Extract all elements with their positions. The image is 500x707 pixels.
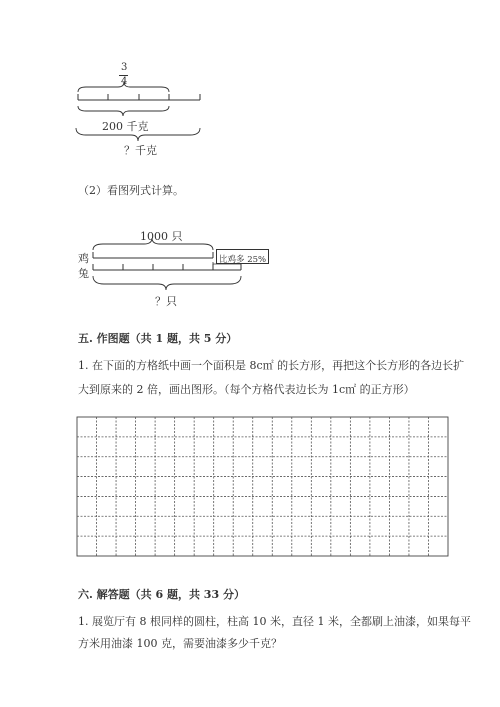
row-label-rabbit: 兔	[78, 267, 89, 280]
section5-q1-line2: 大到原来的 2 倍，画出图形。（每个方格代表边长为 1c㎡ 的正方形）	[78, 383, 415, 396]
section5-q1-line1: 1. 在下面的方格纸中画一个面积是 8c㎡ 的长方形，再把这个长方形的各边长扩	[78, 359, 465, 372]
fraction-numerator: 3	[121, 62, 128, 73]
question-label-kg: ？千克	[124, 144, 157, 157]
section5-title: 五. 作图题（共 1 题，共 5 分）	[78, 332, 238, 345]
side-note-text: 比鸡多 25%	[219, 255, 267, 265]
section6-q1-line1: 1. 展览厅有 8 根同样的圆柱，柱高 10 米，直径 1 米，全都刷上油漆，如果每平	[78, 615, 471, 628]
grid-border	[77, 417, 448, 556]
section6-q1-line2: 方米用油漆 100 克，需要油漆多少千克？	[78, 637, 282, 650]
top-label-1000: 1000 只	[140, 230, 183, 243]
brace-label-200kg: 200 千克	[102, 120, 149, 133]
fraction-denominator: 4	[121, 76, 128, 87]
question-label-rabbits: ？只	[155, 295, 177, 308]
section6-title: 六. 解答题（共 6 题，共 33 分）	[78, 588, 245, 601]
row-label-chicken: 鸡	[78, 252, 89, 265]
q2-label: （2）看图列式计算。	[78, 184, 184, 197]
